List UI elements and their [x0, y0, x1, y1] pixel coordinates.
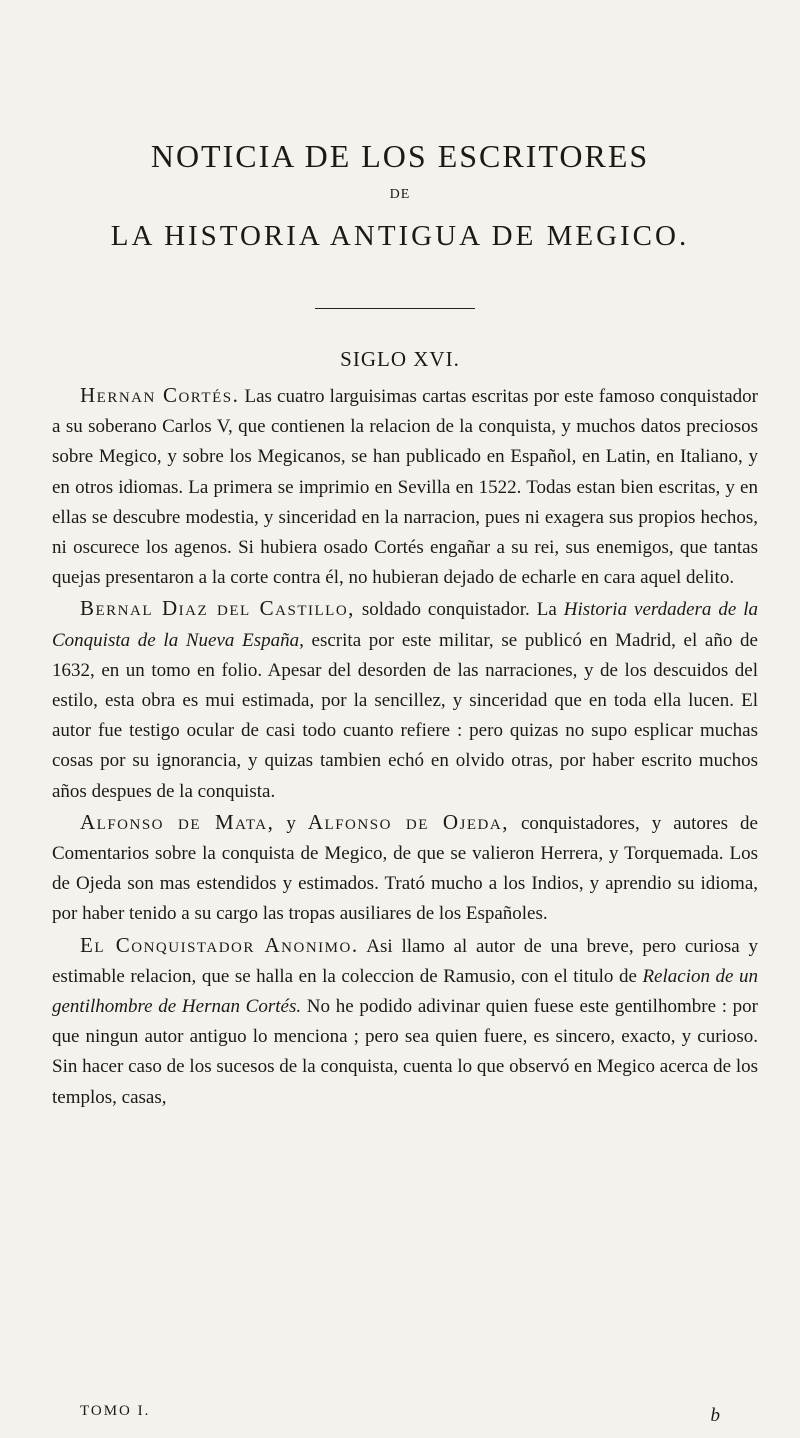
entry-name: Alfonso de Mata, [80, 809, 275, 834]
entry-text: No he podido adivinar quien fuese este gentilhombre : por que ningun autor antiguo lo menciona ; pero sea quien fuere, es sincero, exacto, y curioso. Sin hacer caso de los sucesos de la conquista, cuenta lo que observó en Megico acerca de los templos, casas, [52, 996, 758, 1108]
entry-joiner: y [274, 812, 308, 834]
title-line-2: DE [389, 187, 411, 202]
entry-bernal-diaz [52, 593, 758, 806]
volume-label: TOMO I. [80, 1403, 151, 1419]
entry-name: Alfonso de Ojeda, [307, 809, 509, 834]
work-title: Historia verdadera de la Conquista de la Nueva España, [52, 599, 759, 651]
entry-conquistador-anonimo [52, 930, 758, 1113]
entry-text: soldado conquistador. La [354, 599, 564, 621]
title-line-1: NOTICIA DE LOS ESCRITORES [150, 138, 650, 174]
section-heading: SIGLO XVI. [340, 347, 460, 371]
entry-mata-ojeda [52, 807, 758, 930]
entry-text: Asi llamo al autor de una breve, pero curiosa y estimable relacion, que se halla en la coleccion de Ramusio, con el titulo de [52, 935, 758, 987]
work-title: Relacion de un gentilhombre de Hernan Cortés. [52, 965, 759, 1018]
entry-cortes [52, 380, 758, 593]
entry-name: El Conquistador Anonimo. [80, 932, 359, 957]
title-divider [315, 308, 475, 309]
body-text [52, 380, 758, 1113]
title-line-3: LA HISTORIA ANTIGUA DE MEGICO. [110, 220, 690, 252]
entry-name: Bernal Diaz del Castillo, [80, 596, 355, 621]
entry-text: conquistadores, y autores de Comentarios sobre la conquista de Megico, de que se valieron Herrera, y Torquemada. Los de Ojeda son mas estendidos y estimados. Trató mucho a los Indios, y aprendio su idioma, por haber tenido a su cargo las tropas ausiliares de los Españoles. [52, 812, 758, 925]
entry-name: Hernan Cortés. [80, 383, 240, 407]
entry-text: Las cuatro larguisimas cartas escritas por este famoso conquistador a su soberano Carlos V, que contienen la relacion de la conquista, y muchos datos preciosos sobre Megico, y sobre los Megicanos, se han publicado en Español, en Latin, en Italiano, y en otros idiomas. La primera se imprimio en Sevilla en 1522. Todas estan bien escritas, y en ellas se descubre modestia, y sinceridad en la narracion, pues ni exagera sus propios hechos, ni oscurece los agenos. Si hubiera osado Cortés engañar a su rei, sus enemigos, que tantas quejas presentaron a la corte contra él, no hubieran dejado de echarle en cara aquel delito. [52, 386, 758, 589]
entry-text: escrita por este militar, se publicó en Madrid, el año de 1632, en un tomo en folio. Apesar del desorden de las narraciones, y de los descuidos del estilo, esta obra es mui estimada, por la sencillez, y sinceridad que en toda ella lucen. El autor fue testigo ocular de casi todo cuanto refiere : pero quizas no supo esplicar muchas cosas por su ignorancia, y quizas tambien echó en olvido otras, por haber escrito muchos años despues de la conquista. [52, 629, 758, 802]
signature-mark: b [710, 1405, 720, 1426]
page-footer [80, 1401, 720, 1429]
